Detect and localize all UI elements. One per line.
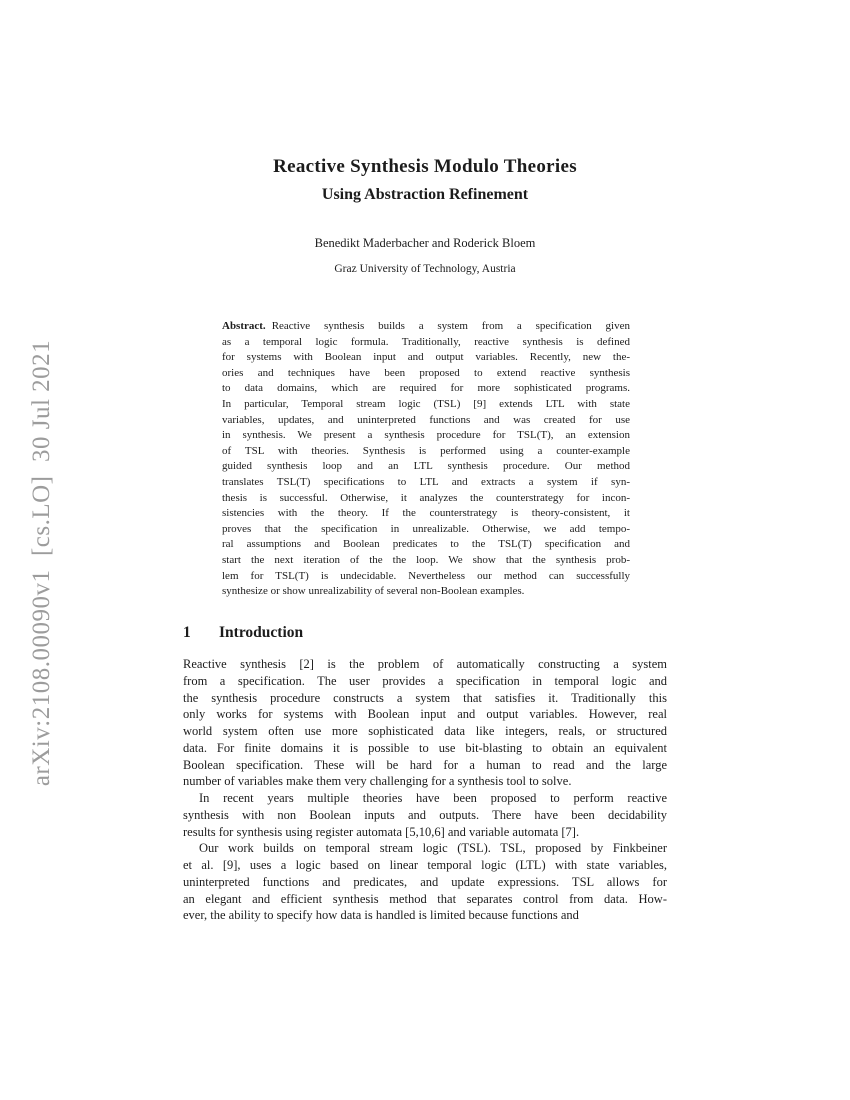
text-line: uninterpreted functions and predicates, and update expressions. TSL allows for bbox=[183, 874, 667, 889]
paragraph bbox=[183, 840, 667, 924]
text-line: Boolean specification. These will be hard for a human to read and the large bbox=[183, 757, 667, 772]
text-line: from a specification. The user provides a specification in temporal logic and bbox=[183, 673, 667, 688]
text-line: ever, the ability to specify how data is handled is limited because functions and bbox=[183, 908, 579, 923]
section-number: 1 bbox=[183, 624, 191, 641]
text-line: Reactive synthesis [2] is the problem of automatically constructing a system bbox=[183, 657, 667, 671]
section-heading bbox=[183, 624, 667, 642]
text-line: ories and techniques have been proposed to extend reactive synthesis bbox=[222, 366, 630, 379]
paragraph bbox=[183, 790, 667, 840]
abstract-body bbox=[222, 335, 630, 600]
section-title: Introduction bbox=[219, 624, 304, 641]
text-line: for systems with Boolean input and output variables. Recently, new the- bbox=[222, 351, 630, 364]
text-line: proves that the specification in unrealizable. Otherwise, we add tempo- bbox=[222, 522, 630, 535]
abstract-block bbox=[222, 319, 630, 600]
paper-title: Reactive Synthesis Modulo Theories bbox=[273, 156, 577, 177]
text-line: in synthesis. We present a synthesis procedure for TSL(T), an extension bbox=[222, 429, 630, 442]
text-line: results for synthesis using register automata [5,10,6] and variable automata [7]. bbox=[183, 824, 580, 839]
text-line: the synthesis procedure constructs a system that satisfies it. Traditionally this bbox=[183, 690, 667, 705]
text-line: number of variables make them very challenging for a synthesis tool to solve. bbox=[183, 774, 572, 789]
paper-subtitle: Using Abstraction Refinement bbox=[321, 186, 529, 203]
abstract-first-line-text: Reactive synthesis builds a system from a specification given bbox=[271, 320, 630, 332]
text-line: In particular, Temporal stream logic (TSL) [9] extends LTL with state bbox=[222, 397, 630, 410]
text-line: Our work builds on temporal stream logic (TSL). TSL, proposed by Finkbeiner bbox=[199, 841, 667, 856]
text-line: ral assumptions and Boolean predicates to the TSL(T) specification and bbox=[222, 538, 630, 551]
text-line: thesis is successful. Otherwise, it analyzes the counterstrategy for incon- bbox=[222, 491, 630, 504]
text-line: of TSL with theories. Synthesis is performed using a counter-example bbox=[222, 444, 630, 457]
text-line: an elegant and efficient synthesis method that separates control from data. How- bbox=[183, 891, 667, 906]
text-line: sistencies with the theory. If the counterstrategy is theory-consistent, it bbox=[222, 507, 630, 520]
abstract-first-line bbox=[222, 319, 630, 335]
text-line: only works for systems with Boolean input and output variables. However, real bbox=[183, 707, 667, 722]
text-line: start the next iteration of the the loop. We show that the synthesis prob- bbox=[222, 553, 630, 566]
text-line: data. For finite domains it is possible to use bit-blasting to obtain an equivalent bbox=[183, 740, 667, 755]
abstract-label: Abstract. bbox=[222, 320, 266, 332]
text-line: variables, updates, and uninterpreted functions and was created for use bbox=[222, 413, 630, 426]
introduction-body bbox=[183, 656, 667, 924]
text-line: translates TSL(T) specifications to LTL and extracts a system if syn- bbox=[222, 475, 630, 488]
paragraph bbox=[183, 656, 667, 790]
text-line: et al. [9], uses a logic based on linear temporal logic (LTL) with state variables, bbox=[183, 858, 667, 872]
text-line: synthesis with non Boolean inputs and outputs. There have been decidability bbox=[183, 807, 667, 822]
text-line: synthesize or show unrealizability of several non-Boolean examples. bbox=[222, 585, 525, 598]
text-line: guided synthesis loop and an LTL synthesis procedure. Our method bbox=[222, 460, 630, 473]
text-line: In recent years multiple theories have been proposed to perform reactive bbox=[199, 791, 667, 805]
text-line: as a temporal logic formula. Traditionally, reactive synthesis is defined bbox=[222, 335, 630, 348]
text-line: to data domains, which are required for more sophisticated programs. bbox=[222, 382, 630, 395]
text-line: lem for TSL(T) is undecidable. Nevertheless our method can successfully bbox=[222, 569, 630, 582]
arxiv-watermark: arXiv:2108.00090v1 [cs.LO] 30 Jul 2021 bbox=[28, 339, 55, 787]
text-line: world system often use more sophisticated data like integers, reals, or structured bbox=[183, 724, 667, 738]
affiliation-line: Graz University of Technology, Austria bbox=[334, 263, 516, 275]
authors-line: Benedikt Maderbacher and Roderick Bloem bbox=[314, 236, 536, 250]
